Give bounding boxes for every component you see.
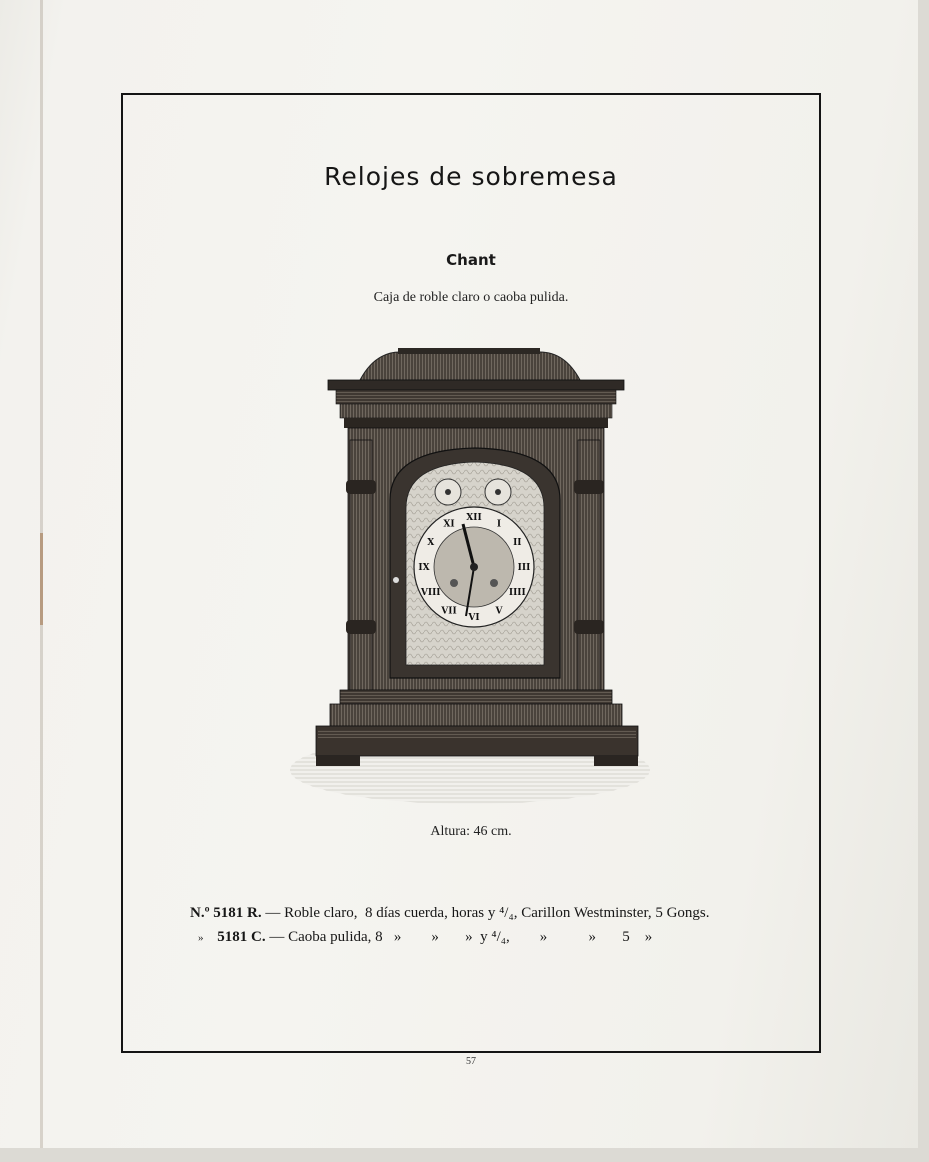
entry-prefix: » xyxy=(198,932,204,944)
height-label: Altura: 46 cm. xyxy=(430,824,512,839)
clock-top-cap xyxy=(360,352,580,380)
dial-numeral: XI xyxy=(443,519,455,530)
dial-numeral: I xyxy=(496,519,502,530)
dial-numeral: VI xyxy=(468,613,480,623)
entry-prefix: N.º xyxy=(190,905,210,921)
catalog-entry-5181c xyxy=(190,929,652,946)
dial-numeral: II xyxy=(513,538,522,548)
dial-numeral: XII xyxy=(466,513,482,523)
entry-text: — Caoba pulida, 8 » » » y ⁴/₄, » » 5 » xyxy=(265,929,653,945)
clock-plinth xyxy=(340,690,612,704)
dial-numeral: III xyxy=(517,563,531,573)
clock-cornice xyxy=(328,380,624,390)
page-number: 57 xyxy=(466,1056,476,1067)
binding-slot xyxy=(40,533,43,625)
catalog-entry-5181r xyxy=(190,905,710,922)
entry-text: — Roble claro, 8 días cuerda, horas y ⁴/₄, Carillon Westminster, 5 Gongs. xyxy=(261,905,710,921)
dial-numeral: IIII xyxy=(508,588,526,598)
dial-numeral: V xyxy=(495,606,503,617)
model-name: Chant xyxy=(446,251,496,269)
mantel-clock-illustration xyxy=(280,340,660,810)
left-foot xyxy=(316,756,360,766)
entry-code: 5181 C. xyxy=(217,929,266,945)
model-description: Caja de roble claro o caoba pulida. xyxy=(373,290,569,305)
page-title: Relojes de sobremesa xyxy=(324,162,618,191)
right-foot xyxy=(594,756,638,766)
dial-numeral: VII xyxy=(441,606,457,617)
right-column xyxy=(574,440,604,690)
dial-numeral: VIII xyxy=(420,588,441,598)
door-keyhole xyxy=(393,577,399,583)
dial-numeral: X xyxy=(427,538,435,548)
left-column xyxy=(346,440,376,690)
entry-code: 5181 R. xyxy=(213,905,262,921)
dial-numeral: IX xyxy=(418,563,430,573)
